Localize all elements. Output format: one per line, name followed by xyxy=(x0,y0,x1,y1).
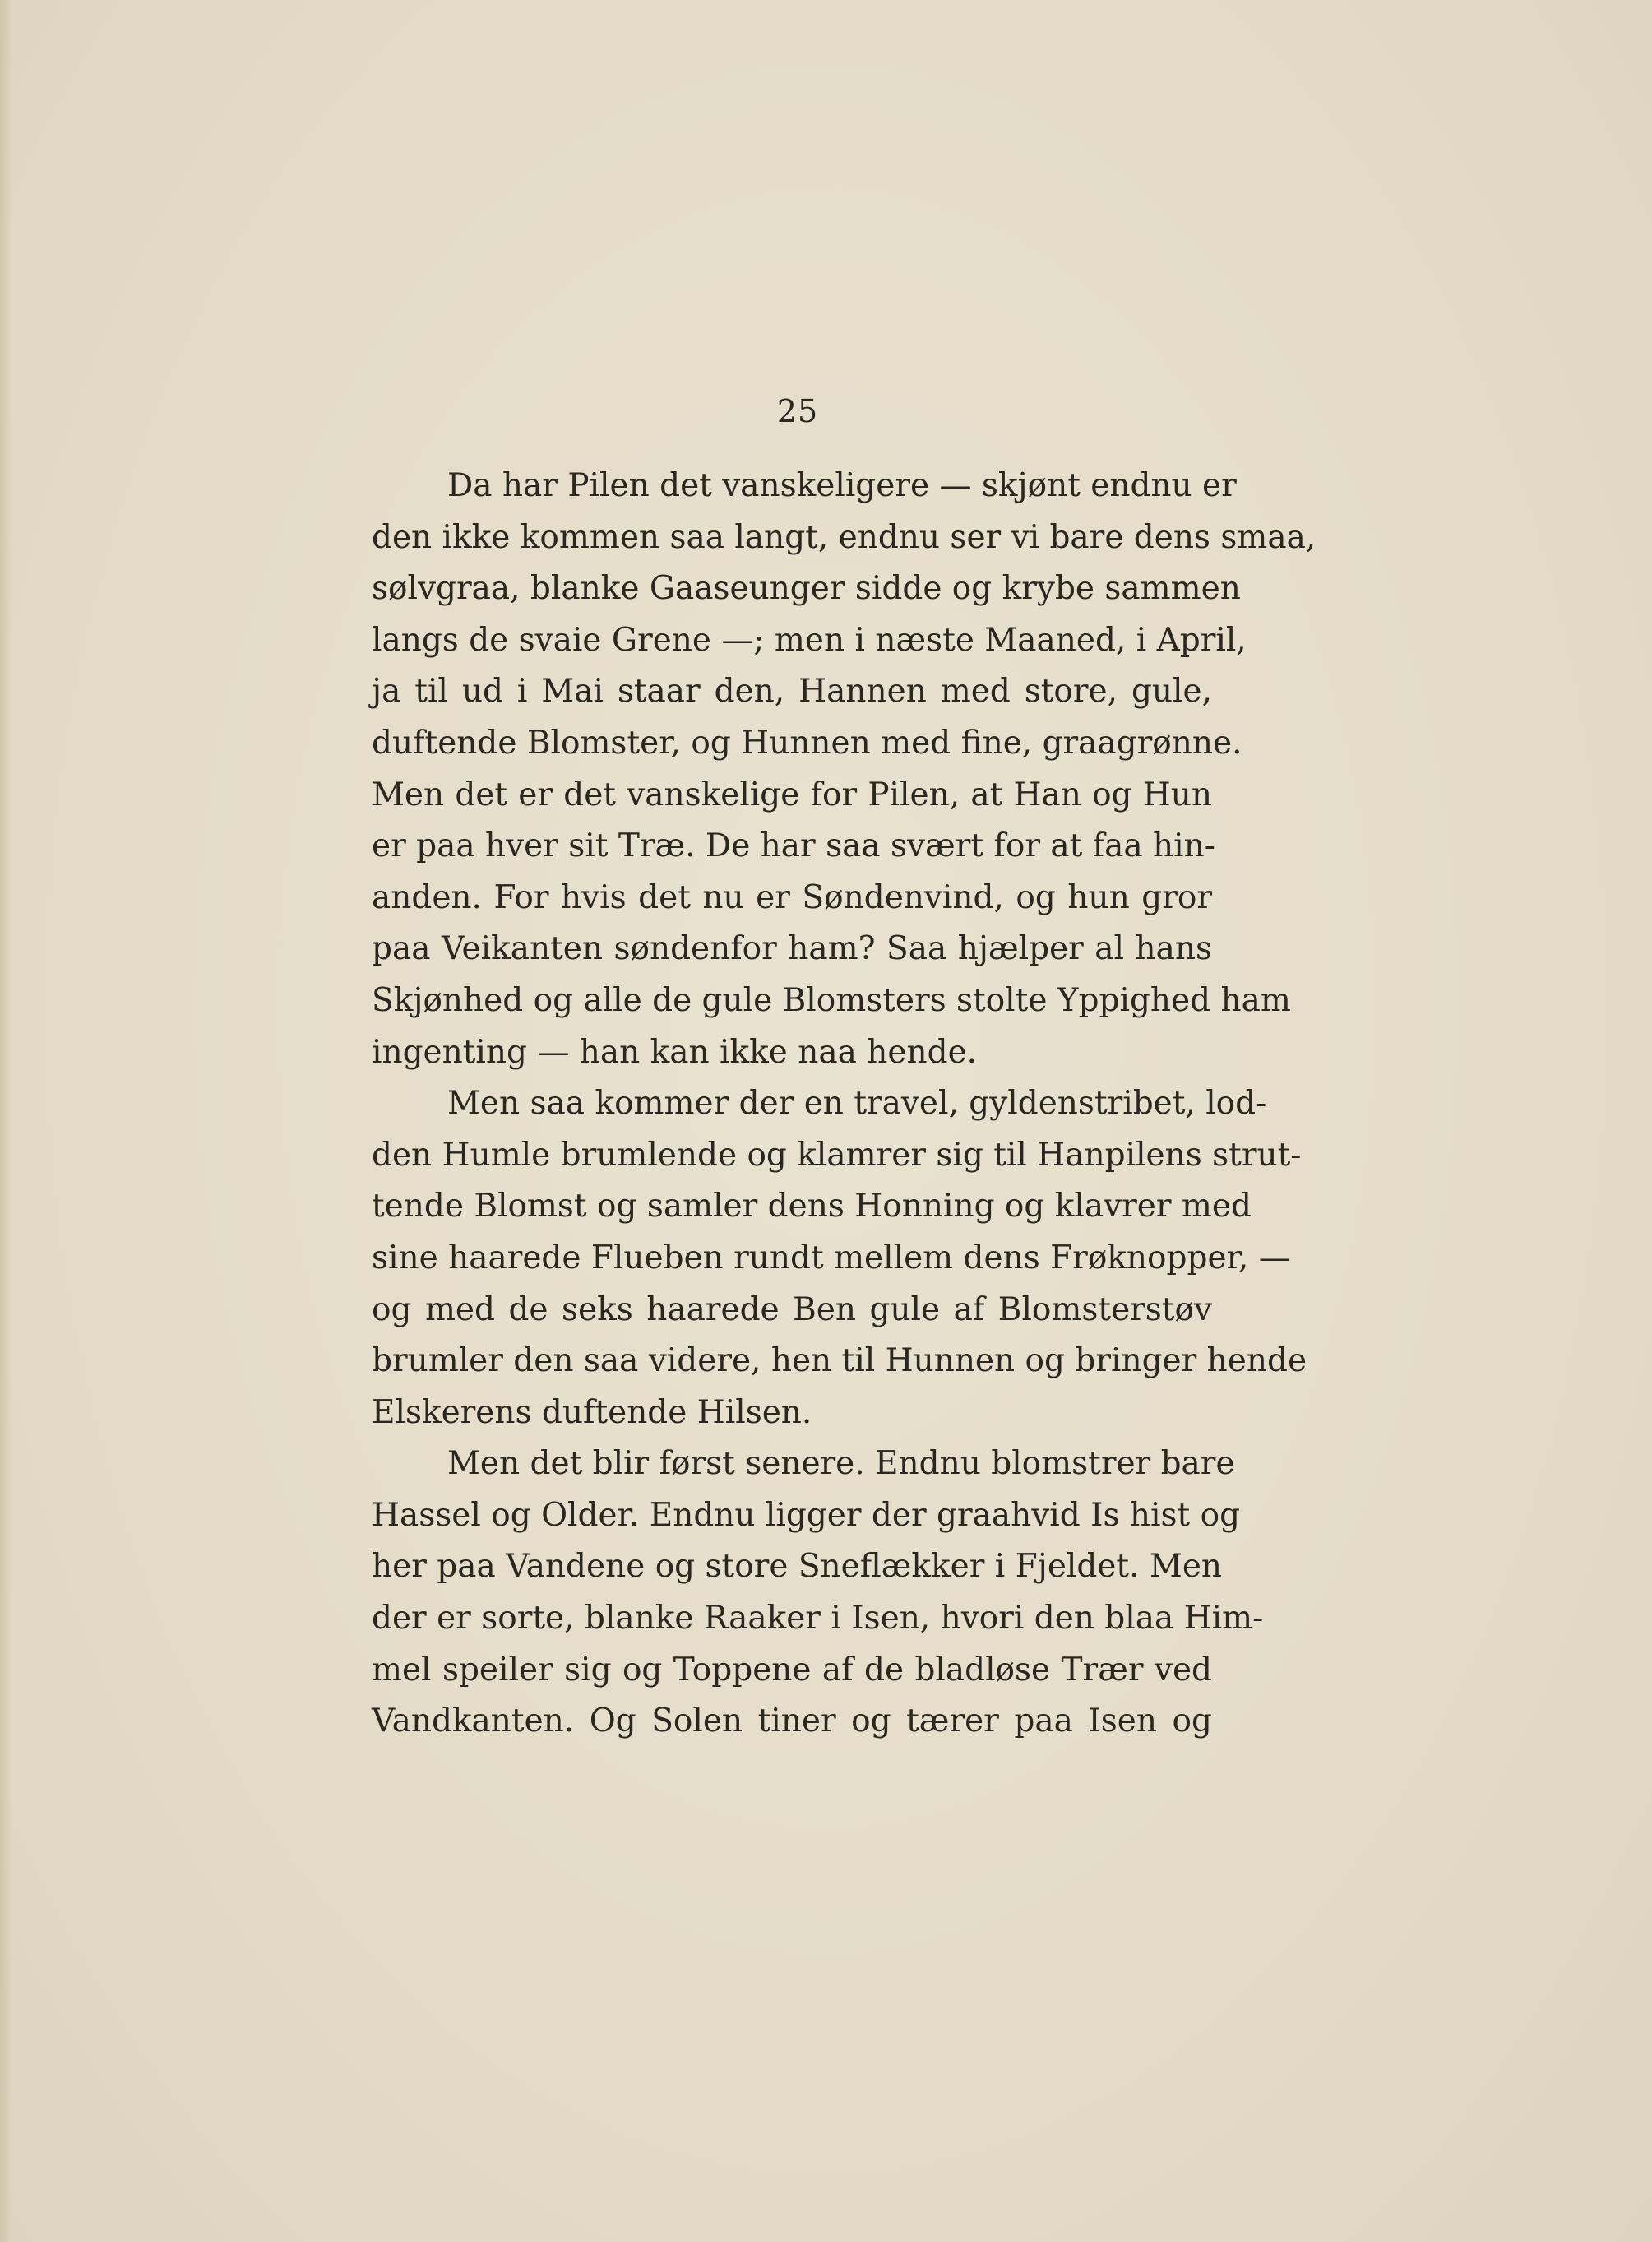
text-line: brumler den saa videre, hen til Hunnen og bringer hende xyxy=(372,1342,1307,1380)
text-line: Hassel og Older. Endnu ligger der graahvid Is hist og xyxy=(372,1496,1241,1534)
text-line: er paa hver sit Træ. De har saa svært for at faa hin- xyxy=(372,827,1215,865)
page-number: 25 xyxy=(776,393,819,429)
text-line: Men saa kommer der en travel, gyldenstribet, lod- xyxy=(447,1085,1267,1123)
text-line: der er sorte, blanke Raaker i Isen, hvori den blaa Him- xyxy=(372,1600,1264,1637)
text-line: Skjønhed og alle de gule Blomsters stolte Yppighed ham xyxy=(372,981,1291,1019)
text-line: duftende Blomster, og Hunnen med fine, graagrønne. xyxy=(372,724,1242,762)
text-line: den ikke kommen saa langt, endnu ser vi bare dens smaa, xyxy=(372,518,1317,556)
text-line: Vandkanten. Og Solen tiner og tærer paa Isen og xyxy=(372,1702,1212,1740)
text-line: tende Blomst og samler dens Honning og klavrer med xyxy=(372,1188,1252,1225)
text-line: langs de svaie Grene —; men i næste Maaned, i April, xyxy=(372,621,1247,659)
page-left-edge-shadow xyxy=(0,0,12,2242)
text-line: ingenting — han kan ikke naa hende. xyxy=(372,1033,978,1071)
text-line: sølvgraa, blanke Gaaseunger sidde og krybe sammen xyxy=(372,570,1241,608)
text-line: mel speiler sig og Toppene af de bladløse Trær ved xyxy=(372,1651,1212,1688)
body-text xyxy=(372,461,1317,1748)
text-line: Da har Pilen det vanskeligere — skjønt endnu er xyxy=(447,467,1237,504)
text-line: ja til ud i Mai staar den, Hannen med store, gule, xyxy=(372,673,1212,711)
text-line: paa Veikanten søndenfor ham? Saa hjælper al hans xyxy=(372,930,1212,968)
text-line: og med de seks haarede Ben gule af Blomsterstøv xyxy=(372,1290,1212,1328)
text-line: Elskerens duftende Hilsen. xyxy=(372,1393,812,1431)
text-line: Men det er det vanskelige for Pilen, at Han og Hun xyxy=(372,776,1212,813)
text-line: sine haarede Flueben rundt mellem dens Frøknopper, — xyxy=(372,1239,1291,1276)
text-line: den Humle brumlende og klamrer sig til Hanpilens strut- xyxy=(372,1136,1302,1174)
text-line: Men det blir først senere. Endnu blomstrer bare xyxy=(447,1445,1235,1483)
text-line: anden. For hvis det nu er Søndenvind, og hun gror xyxy=(372,878,1212,916)
text-line: her paa Vandene og store Sneflækker i Fjeldet. Men xyxy=(372,1548,1223,1586)
